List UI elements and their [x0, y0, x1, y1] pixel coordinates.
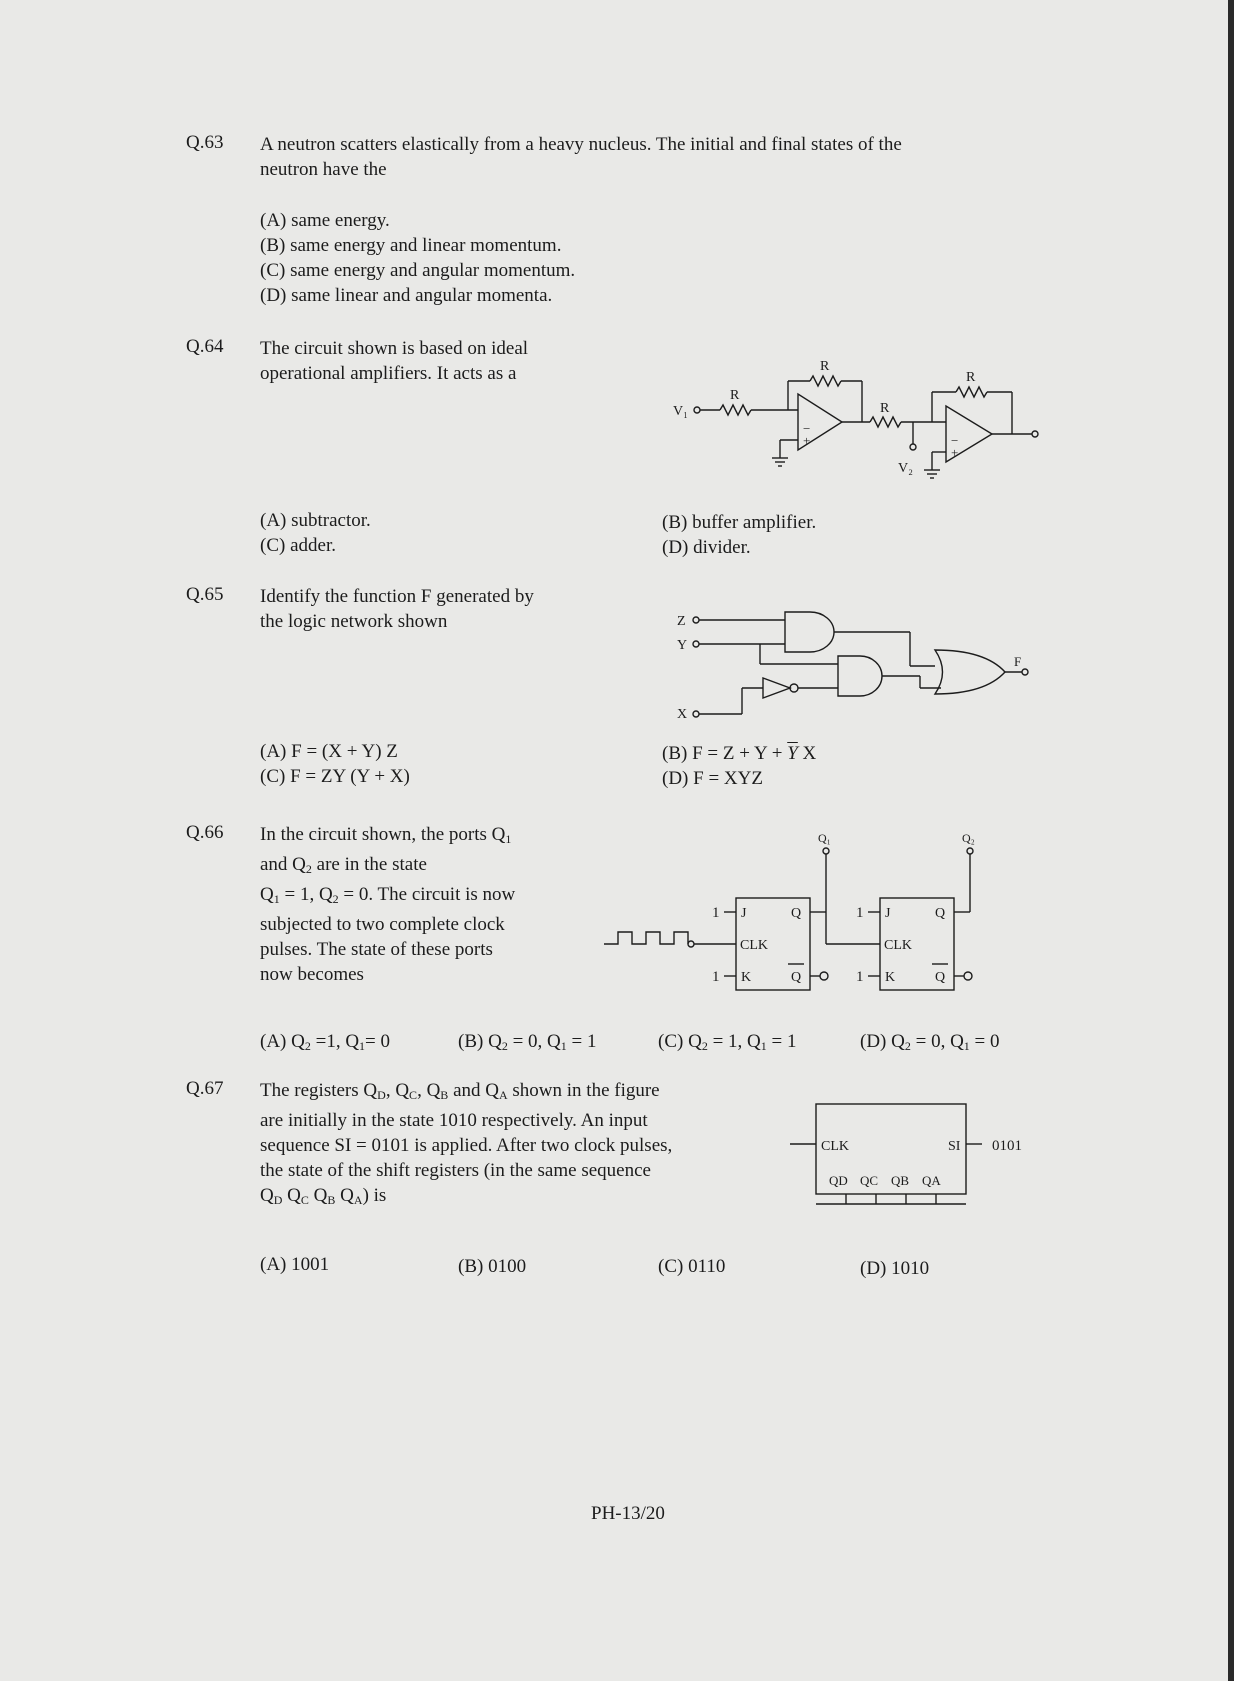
ff2-k-label: K [885, 970, 896, 985]
q65-number: Q.65 [186, 584, 224, 605]
q67-line-3: sequence SI = 0101 is applied. After two clock pulses, [260, 1135, 673, 1156]
q66-line-3: $Q_1 = 1$, $Q_2 = 0$. The circuit is now [260, 884, 516, 906]
jk-flipflop-diagram [598, 832, 988, 1002]
logic-network-diagram [660, 606, 1030, 726]
q63-option-d: (D) same linear and angular momenta. [260, 285, 553, 306]
q65-option-b-text: (B) F = Z + Y + [662, 743, 788, 764]
q65-option-c: (C) F = ZY (Y + X) [260, 766, 410, 787]
q66-line-4: subjected to two complete clock [260, 914, 505, 935]
ff1-clk-label: CLK [740, 938, 768, 953]
sr-qb-label: QB [891, 1173, 910, 1188]
sr-qc-label: QC [860, 1173, 879, 1188]
q67-option-a: (A) 1001 [260, 1254, 330, 1275]
q65-line-1: Identify the function F generated by [260, 586, 534, 607]
svg-text:+: + [803, 433, 811, 448]
ff1-j-label: J [741, 906, 747, 921]
opamp-r-label-3: R [880, 401, 890, 416]
ff-q2-label: Q₂ [962, 832, 975, 845]
opamp-r-label-2: R [730, 388, 740, 403]
q66-line-5: pulses. The state of these ports [260, 939, 493, 960]
q64-option-b: (B) buffer amplifier. [662, 512, 817, 533]
svg-text:−: − [951, 433, 959, 448]
q66-number: Q.66 [186, 822, 224, 843]
q67-line-5: $Q_D$ $Q_C$ $Q_B$ $Q_A$) is [260, 1185, 387, 1207]
q66-line-2: and $Q_2$ are in the state [260, 854, 427, 876]
scan-edge [1228, 0, 1234, 1681]
ff1-q-label: Q [791, 906, 802, 921]
sr-clk-label: CLK [821, 1139, 849, 1154]
q63-text [260, 132, 902, 182]
ff2-k-input: 1 [856, 969, 864, 985]
shift-register-diagram [786, 1098, 1046, 1208]
logic-z-label: Z [677, 614, 686, 629]
sr-input-value: 0101 [992, 1138, 1022, 1154]
ff2-j-label: J [885, 906, 891, 921]
sr-qd-label: QD [829, 1173, 848, 1188]
q67-option-d: (D) 1010 [860, 1258, 930, 1279]
q66-option-d: (D) $Q_2 = 0$, $Q_1 = 0$ [860, 1031, 1000, 1053]
q66-text [260, 822, 515, 987]
ff2-j-input: 1 [856, 905, 864, 921]
opamp-circuit-diagram [670, 352, 1040, 492]
q67-line-1: The registers $Q_D$, $Q_C$, $Q_B$ and $Q_A$ shown in the figure [260, 1080, 660, 1102]
q63-number: Q.63 [186, 132, 224, 153]
sr-qa-label: QA [922, 1173, 941, 1188]
ff1-k-label: K [741, 970, 752, 985]
q67-option-c: (C) 0110 [658, 1256, 726, 1277]
ff2-q-label: Q [935, 906, 946, 921]
logic-y-label: Y [677, 638, 688, 653]
q66-option-b: (B) $Q_2 = 0$, $Q_1 = 1$ [458, 1031, 597, 1053]
logic-f-label: F [1014, 654, 1022, 669]
opamp-r-label-1: R [820, 359, 830, 374]
ff1-j-input: 1 [712, 905, 720, 921]
q65-text [260, 584, 534, 634]
q65-line-2: the logic network shown [260, 611, 448, 632]
q65-option-d: (D) F = XYZ [662, 768, 763, 789]
q63-option-b: (B) same energy and linear momentum. [260, 235, 562, 256]
ff1-qbar-label: Q [791, 970, 802, 985]
q64-line-2: operational amplifiers. It acts as a [260, 363, 517, 384]
opamp-v2-label: V₂ [898, 461, 913, 476]
q64-line-1: The circuit shown is based on ideal [260, 338, 529, 359]
q66-line-1: In the circuit shown, the ports $Q_1$ [260, 824, 512, 846]
svg-text:+: + [951, 445, 959, 460]
ff2-qbar-label: Q [935, 970, 946, 985]
q67-text [260, 1078, 672, 1213]
q64-option-c: (C) adder. [260, 535, 336, 556]
opamp-v1-label: V₁ [673, 404, 688, 419]
q66-option-c: (C) $Q_2 = 1$, $Q_1 = 1$ [658, 1031, 797, 1053]
q64-option-d: (D) divider. [662, 537, 751, 558]
q63-option-a: (A) same energy. [260, 210, 390, 231]
sr-si-label: SI [948, 1139, 961, 1154]
q65-option-b-x: X [797, 743, 817, 764]
q63-option-c: (C) same energy and angular momentum. [260, 260, 576, 281]
q67-option-b: (B) 0100 [458, 1256, 527, 1277]
ff1-k-input: 1 [712, 969, 720, 985]
logic-x-label: X [677, 707, 688, 722]
ff2-clk-label: CLK [884, 938, 912, 953]
page-footer: PH-13/20 [591, 1503, 665, 1524]
q63-line-2: neutron have the [260, 159, 387, 180]
q65-option-b-ybar: $\overline{Y}$ [787, 743, 798, 764]
svg-text:−: − [803, 421, 811, 436]
q67-line-4: the state of the shift registers (in the same sequence [260, 1160, 651, 1181]
q67-number: Q.67 [186, 1078, 224, 1099]
q63-line-1: A neutron scatters elastically from a heavy nucleus. The initial and final states of the [260, 134, 902, 155]
opamp-r-label-4: R [966, 370, 976, 385]
q66-option-a: (A) $Q_2 =1$, $Q_1= 0$ [260, 1031, 391, 1053]
ff-q1-label: Q₁ [818, 832, 831, 845]
q66-line-6: now becomes [260, 964, 364, 985]
q64-text [260, 336, 528, 386]
q65-option-b [662, 741, 816, 766]
q67-line-2: are initially in the state 1010 respectively. An input [260, 1110, 648, 1131]
q64-number: Q.64 [186, 336, 224, 357]
q65-option-a: (A) F = (X + Y) Z [260, 741, 398, 762]
q64-option-a: (A) subtractor. [260, 510, 371, 531]
